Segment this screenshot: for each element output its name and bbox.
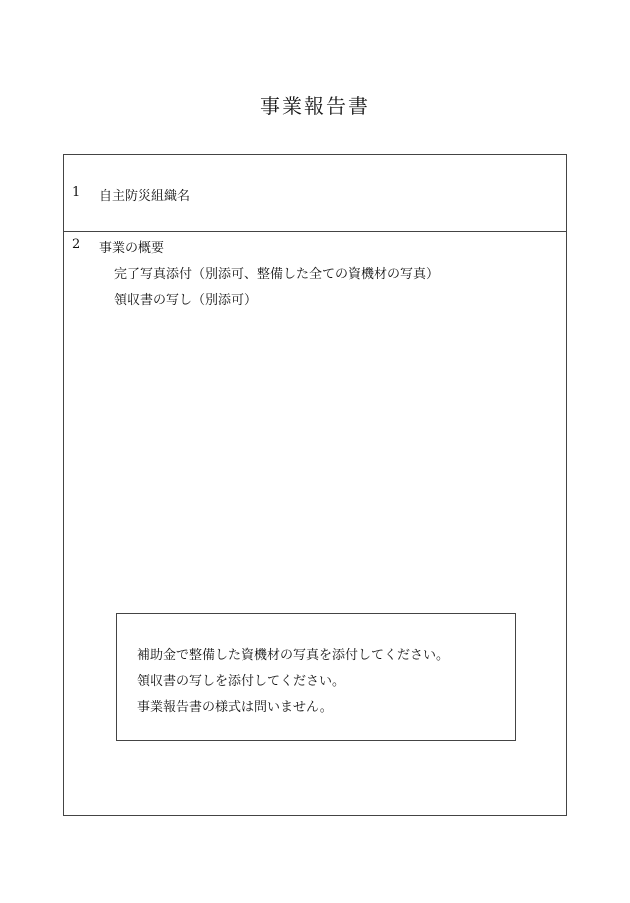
- summary-item-photos: 完了写真添付（別添可、整備した全ての資機材の写真）: [114, 267, 440, 282]
- summary-item-receipts: 領収書の写し（別添可）: [114, 293, 258, 308]
- report-form: [63, 154, 567, 816]
- project-summary-label: 事業の概要: [99, 241, 165, 256]
- section-number: 1: [72, 185, 81, 200]
- section-number: 2: [72, 237, 81, 252]
- organization-name-label: 自主防災組織名: [99, 189, 191, 204]
- instruction-line: 補助金で整備した資機材の写真を添付してください。: [137, 648, 450, 663]
- instructions-box: [116, 613, 516, 741]
- instruction-line: 事業報告書の様式は問いません。: [137, 700, 333, 715]
- page-title: 事業報告書: [260, 94, 370, 118]
- instruction-line: 領収書の写しを添付してください。: [137, 674, 346, 689]
- organization-name-row: [64, 155, 566, 232]
